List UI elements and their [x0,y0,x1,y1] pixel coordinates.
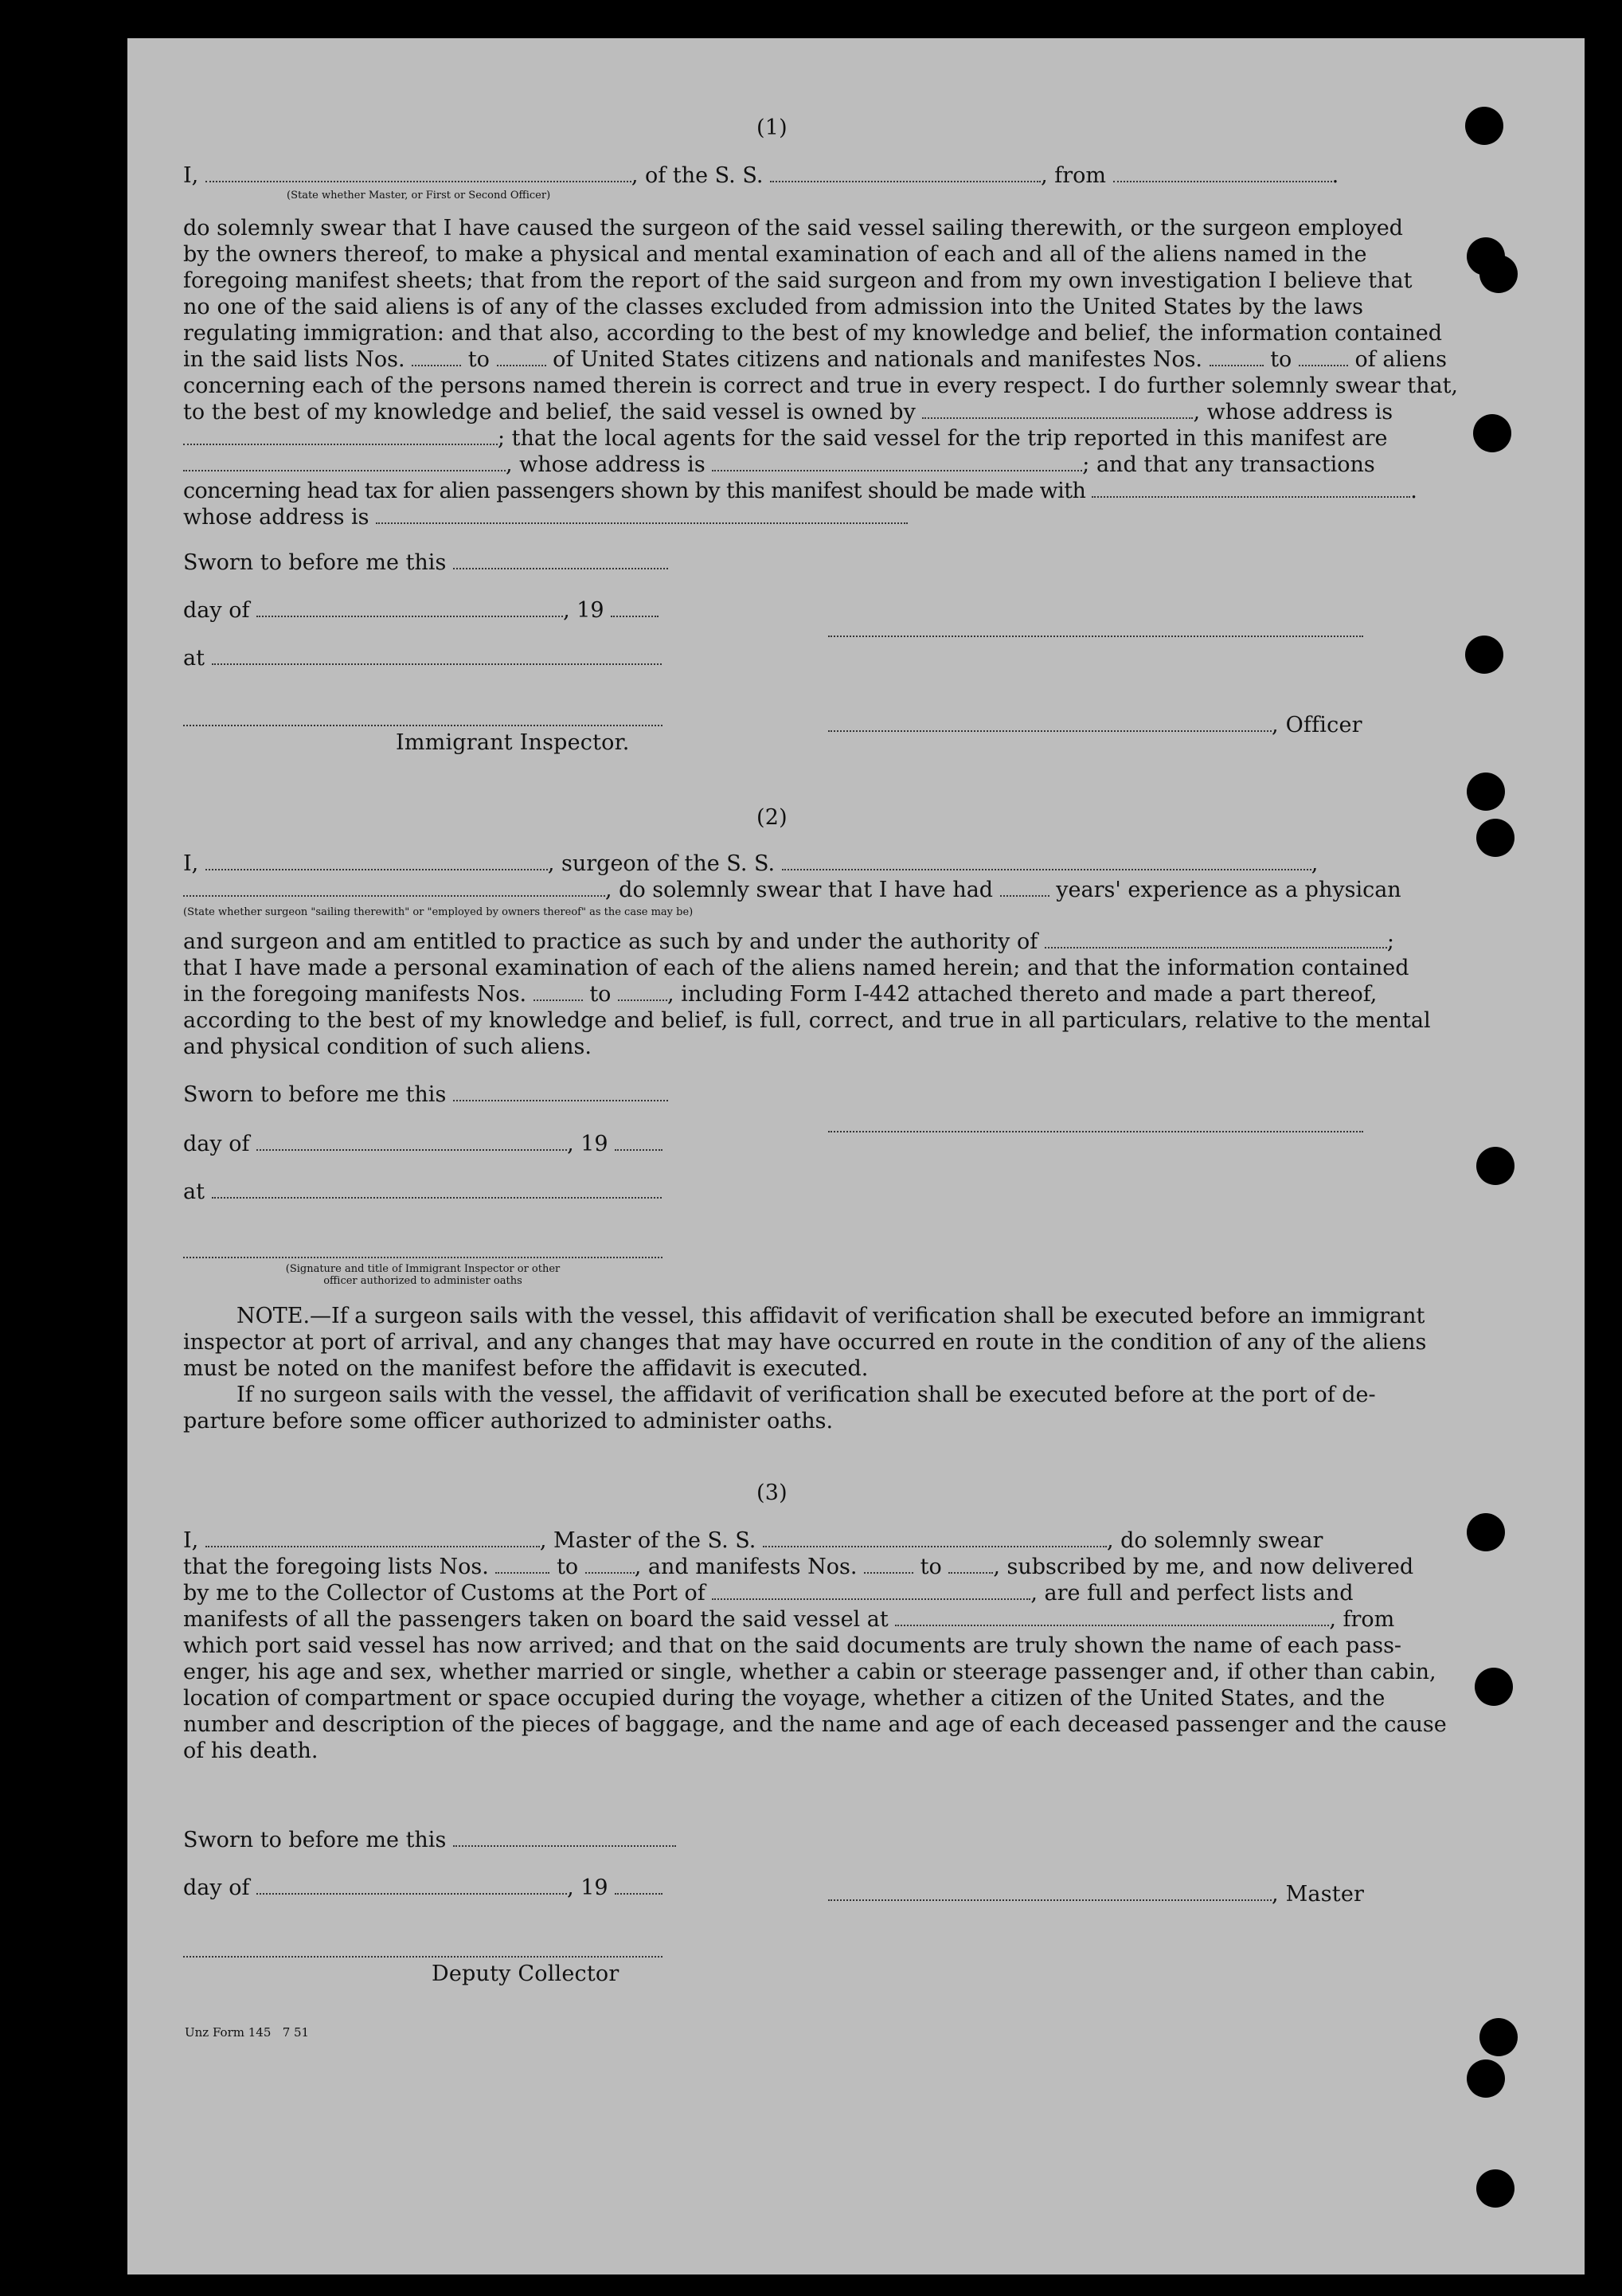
punch-hole [1479,255,1518,293]
section-number: (3) [756,1480,788,1505]
agents-field[interactable] [183,452,506,471]
punch-hole [1465,107,1503,145]
sworn-day-field[interactable] [453,550,668,569]
s2-sworn-year-field[interactable] [615,1132,662,1151]
boarding-port-field[interactable] [895,1607,1329,1626]
paragraph-line: which port said vessel has now arrived; and that on the said documents are truly shown the name of each pass- [183,1633,1402,1658]
punch-hole [1467,1513,1505,1551]
surgeon-status-field[interactable] [183,878,605,897]
head-tax-address-field[interactable] [376,505,908,524]
s3-manifest-to-field[interactable] [948,1555,993,1574]
from-port-field[interactable] [1113,163,1332,182]
paragraph-line: foregoing manifest sheets; that from the report of the said surgeon and from my own investigation I believe that [183,268,1413,293]
sworn-line: Sworn to before me this [183,1082,1363,1108]
head-tax-field[interactable] [1092,479,1410,498]
paragraph-line: , whose address is ; and that any transactions [183,452,1363,478]
master-vessel-field[interactable] [763,1528,1107,1547]
punch-hole [1467,773,1505,811]
manifest-from-field[interactable] [1210,347,1264,366]
paragraph-line: concerning head tax for alien passengers shown by this manifest should be made with . [183,479,1417,503]
surgeon-signature-line[interactable] [828,1131,1363,1132]
paragraph-line: location of compartment or space occupied during the voyage, whether a citizen of the United States, and the [183,1686,1386,1711]
paragraph-line: ; that the local agents for the said vessel for the trip reported in this manifest are [183,425,1363,452]
list-from-field[interactable] [412,347,461,366]
owner-address-field[interactable] [183,426,498,445]
s2-manifest-from-field[interactable] [534,982,583,1001]
note-line: parture before some officer authorized to administer oaths. [183,1409,834,1434]
day-of-line: day of , 19 [183,1131,1363,1157]
note-line: inspector at port of arrival, and any changes that may have occurred en route in the condition of any of the aliens [183,1330,1427,1355]
paragraph-line: regulating immigration: and that also, according to the best of my knowledge and belief, the information contained [183,321,1443,346]
punch-hole [1479,2018,1518,2056]
s3-sworn-month-field[interactable] [256,1876,567,1895]
s2-sworn-day-field[interactable] [453,1082,668,1101]
paragraph-line: to the best of my knowledge and belief, the said vessel is owned by , whose address is [183,400,1393,424]
paragraph-line: whose address is [183,504,1363,530]
punch-hole [1476,819,1515,857]
years-experience-field[interactable] [1000,878,1049,897]
document-page [127,38,1585,2274]
manifest-to-field[interactable] [1299,347,1348,366]
punch-hole [1465,636,1503,674]
s2-inspector-signature-line[interactable] [183,1257,662,1258]
day-of-line: day of , 19 [183,1875,1363,1901]
master-name-field[interactable] [205,1528,540,1547]
punch-hole [1473,414,1511,452]
signature-hint: officer authorized to administer oaths [323,1275,522,1287]
paragraph-line: number and description of the pieces of baggage, and the name and age of each deceased passenger and the cause [183,1712,1447,1737]
punch-hole [1467,2059,1505,2098]
sworn-year-field[interactable] [611,598,659,617]
sworn-line: Sworn to before me this [183,550,1363,576]
sworn-month-field[interactable] [256,598,563,617]
form-number: Unz Form 145 7 51 [185,2025,310,2040]
note-line: must be noted on the manifest before the affidavit is executed. [183,1356,869,1381]
paragraph-line: that I have made a personal examination of each of the aliens named herein; and that the information contained [183,956,1409,980]
s3-manifest-from-field[interactable] [864,1555,913,1574]
paragraph-line: concerning each of the persons named therein is correct and true in every respect. I do further solemnly swear that, [183,374,1459,398]
paragraph-line: enger, his age and sex, whether married or single, whether a cabin or steerage passenger and, if other than cabin, [183,1660,1436,1684]
officer-title-field[interactable] [205,163,631,182]
s2-sworn-place-field[interactable] [212,1179,662,1199]
signature-hint: (Signature and title of Immigrant Inspector or other [285,1263,561,1275]
surgeon-name-field[interactable] [205,851,548,870]
paragraph-line: in the said lists Nos. to of United States citizens and nationals and manifestes Nos. to of aliens [183,347,1447,372]
agents-address-field[interactable] [712,452,1082,471]
note-line: NOTE.—If a surgeon sails with the vessel, this affidavit of verification shall be executed before an immigrant [236,1304,1425,1328]
note-line: If no surgeon sails with the vessel, the affidavit of verification shall be executed before at the port of de- [236,1383,1376,1407]
s3-list-from-field[interactable] [495,1555,549,1574]
at-line: at [183,1179,1363,1205]
surgeon-line: I, , surgeon of the S. S. , [183,851,1319,876]
port-of-field[interactable] [712,1581,1030,1600]
officer-line: I, , of the S. S. , from . [183,163,1339,188]
s3-sworn-day-field[interactable] [453,1828,676,1847]
surgeon-status-hint: (State whether surgeon "sailing therewith" or "employed by owners thereof" as the case may be) [183,906,694,918]
paragraph-line: by me to the Collector of Customs at the Port of , are full and perfect lists and [183,1581,1354,1606]
paragraph-line: in the foregoing manifests Nos. to , including Form I-442 attached thereto and made a part thereof, [183,982,1378,1007]
section-number: (2) [756,805,788,830]
paragraph-line: and surgeon and am entitled to practice as such by and under the authority of ; [183,929,1394,954]
punch-hole [1476,2169,1515,2208]
paragraph-line: and physical condition of such aliens. [183,1035,592,1059]
at-line: at [183,645,1363,671]
paragraph-line: according to the best of my knowledge and belief, is full, correct, and true in all particulars, relative to the mental [183,1008,1431,1033]
master-signature-line: , Master [828,1881,1364,1907]
officer-label-line: , Officer [828,712,1362,738]
officer-name-field[interactable] [828,713,1272,732]
collector-label: Deputy Collector [432,1962,619,1986]
paragraph-line: do solemnly swear that I have caused the surgeon of the said vessel sailing therewith, or the surgeon employed [183,216,1403,241]
paragraph-line: of his death. [183,1739,319,1763]
inspector-label: Immigrant Inspector. [396,730,630,755]
section-number: (1) [756,115,788,140]
officer-title-hint: (State whether Master, or First or Second Officer) [287,190,551,201]
inspector-signature-line[interactable] [183,725,662,726]
punch-hole [1475,1668,1513,1706]
s2-sworn-month-field[interactable] [256,1132,567,1151]
surgeon-vessel-field[interactable] [782,851,1311,870]
master-line: I, , Master of the S. S. , do solemnly swear [183,1528,1323,1553]
master-signature-field[interactable] [828,1882,1272,1901]
sworn-place-field[interactable] [212,646,662,665]
vessel-name-field[interactable] [770,163,1041,182]
s3-list-to-field[interactable] [585,1555,635,1574]
collector-signature-line[interactable] [183,1956,662,1958]
paragraph-line: no one of the said aliens is of any of the classes excluded from admission into the United States by the laws [183,295,1363,319]
s3-sworn-year-field[interactable] [615,1876,662,1895]
paragraph-line: manifests of all the passengers taken on board the said vessel at , from [183,1607,1395,1632]
sworn-line: Sworn to before me this [183,1827,1363,1853]
punch-hole [1476,1147,1515,1185]
s2-manifest-to-field[interactable] [618,982,667,1001]
officer-signature-line[interactable] [828,636,1363,637]
owner-field[interactable] [922,400,1193,419]
authority-field[interactable] [1045,929,1387,949]
list-to-field[interactable] [497,347,546,366]
surgeon-line-2: , do solemnly swear that I have had years' experience as a physican [183,877,1363,903]
paragraph-line: that the foregoing lists Nos. to , and manifests Nos. to , subscribed by me, and now delivered [183,1555,1414,1579]
paragraph-line: by the owners thereof, to make a physical and mental examination of each and all of the aliens named in the [183,242,1367,267]
day-of-line: day of , 19 [183,597,1363,624]
